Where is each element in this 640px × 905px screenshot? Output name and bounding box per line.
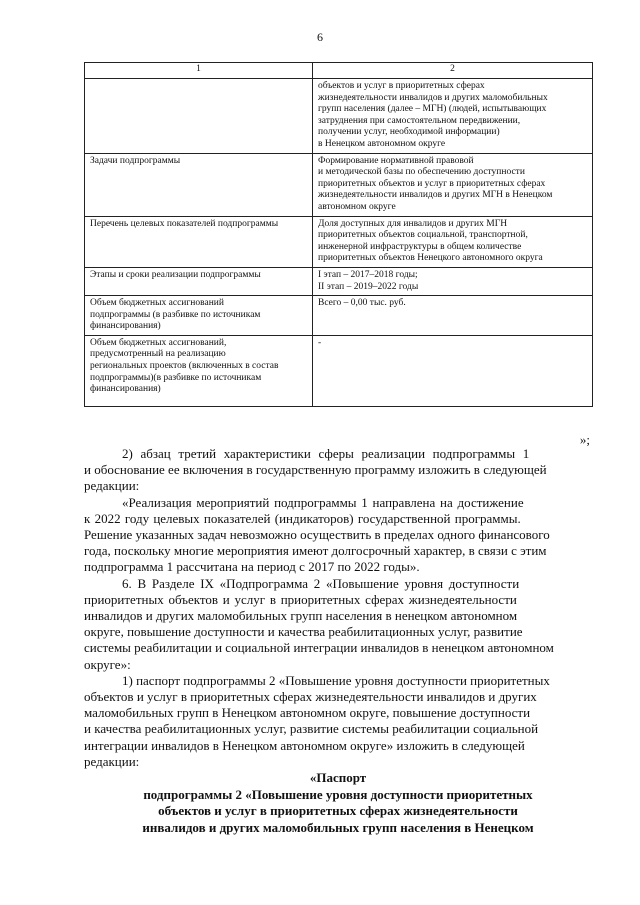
passport-heading xyxy=(84,770,592,836)
text-line: Решение указанных задач невозможно осуществить в пределах одного финансового xyxy=(84,527,550,543)
cell-line: в Ненецком автономном округе xyxy=(318,138,446,149)
cell-line: финансирования) xyxy=(90,384,161,395)
text-line: объектов и услуг в приоритетных сферах жизнедеятельности инвалидов и других xyxy=(84,689,537,705)
row-4-right xyxy=(313,267,593,295)
cell-line: предусмотренный на реализацию xyxy=(90,349,226,360)
paragraph-quote xyxy=(84,495,592,576)
cell-line: I этап – 2017–2018 годы; xyxy=(318,269,418,280)
cell-line: приоритетных объектов социальной, транспортной, xyxy=(318,230,528,241)
cell-line: Задачи подпрограммы xyxy=(90,155,181,166)
cell-line: инженерной инфраструктуры в общем количестве xyxy=(318,241,522,252)
row-2-left xyxy=(85,153,313,216)
paragraph-passport xyxy=(84,673,592,770)
row-3-left xyxy=(85,216,313,267)
row-1-right xyxy=(313,79,593,154)
text-line: 2) абзац третий характеристики сферы реализации подпрограммы 1 xyxy=(122,446,530,461)
passport-table xyxy=(84,62,593,407)
row-6-left xyxy=(85,335,313,406)
cell-line: Всего – 0,00 тыс. руб. xyxy=(318,298,406,309)
paragraph-section-6 xyxy=(84,576,592,673)
text-line: приоритетных объектов и услуг в приоритетных сферах жизнедеятельности xyxy=(84,591,517,607)
row-5-right xyxy=(313,296,593,336)
table-row xyxy=(85,296,593,336)
row-3-right xyxy=(313,216,593,267)
text-line: инвалидов и других маломобильных групп населения в ненецком автономном xyxy=(84,608,518,624)
body-text xyxy=(84,446,592,770)
cell-line: подпрограммы (в разбивке по источникам xyxy=(90,309,261,320)
text-line: редакции: xyxy=(84,753,140,769)
text-line: «Реализация мероприятий подпрограммы 1 направлена на достижение xyxy=(122,494,524,510)
heading-line: инвалидов и других маломобильных групп населения в Ненецком xyxy=(142,819,534,835)
cell-line: жизнедеятельности инвалидов и других маломобильных xyxy=(318,92,548,103)
table-row xyxy=(85,335,593,406)
cell-line: Доля доступных для инвалидов и других МГН xyxy=(318,218,508,229)
cell-line: групп населения (далее – МГН) (людей, испытывающих xyxy=(318,104,547,115)
text-line: подпрограмма 1 рассчитана на период с 2017 по 2022 годы». xyxy=(84,559,420,575)
row-6-right xyxy=(313,335,593,406)
table-row xyxy=(85,153,593,216)
cell-line: приоритетных объектов Ненецкого автономного округа xyxy=(318,253,543,264)
table-row xyxy=(85,79,593,154)
cell-line: финансирования) xyxy=(90,321,161,332)
text-line: маломобильных групп в Ненецком автономном округе, повышение доступности xyxy=(84,705,531,721)
row-1-left xyxy=(85,79,313,154)
cell-line: Формирование нормативной правовой xyxy=(318,155,474,166)
text-line: округе, повышение доступности и качества реабилитационных услуг, развитие xyxy=(84,624,523,640)
text-line: редакции: xyxy=(84,478,140,494)
heading-line: «Паспорт xyxy=(309,770,367,785)
row-2-right xyxy=(313,153,593,216)
cell-line: II этап – 2019–2022 годы xyxy=(318,281,419,292)
cell-line: затруднения при самостоятельном передвижении, xyxy=(318,115,521,126)
cell-line: - xyxy=(318,337,322,348)
cell-line: приоритетных объектов и услуг в приоритетных сферах xyxy=(318,178,546,189)
text-line: и обоснование ее включения в государственную программу изложить в следующей xyxy=(84,462,547,478)
cell-line: Объем бюджетных ассигнований, xyxy=(90,337,227,348)
cell-line: региональных проектов (включенных в состав xyxy=(90,361,279,372)
text-line: округе»: xyxy=(84,656,131,672)
cell-line: жизнедеятельности инвалидов и других МГН в Ненецком xyxy=(318,190,553,201)
cell-line: Перечень целевых показателей подпрограммы xyxy=(90,218,279,229)
heading-line: подпрограммы 2 «Повышение уровня доступности приоритетных xyxy=(143,786,533,802)
column-header-2: 2 xyxy=(313,63,593,79)
cell-line: подпрограммы)(в разбивке по источникам xyxy=(90,372,262,383)
table-header-row xyxy=(85,63,593,79)
table-row xyxy=(85,267,593,295)
heading-line: объектов и услуг в приоритетных сферах жизнедеятельности xyxy=(158,803,518,818)
text-line: к 2022 году целевых показателей (индикаторов) государственной программы. xyxy=(84,510,521,526)
cell-line: и методической базы по обеспечению доступности xyxy=(318,167,525,178)
table-row xyxy=(85,216,593,267)
text-line: года, поскольку многие мероприятия имеют долгосрочный характер, в связи с этим xyxy=(84,543,547,559)
cell-line: объектов и услуг в приоритетных сферах xyxy=(318,81,485,91)
cell-line: Этапы и сроки реализации подпрограммы xyxy=(90,269,261,280)
text-line: интеграции инвалидов в Ненецком автономном округе» изложить в следующей xyxy=(84,737,525,753)
closing-quote-mark: »; xyxy=(579,432,590,447)
cell-line: Объем бюджетных ассигнований xyxy=(90,298,224,309)
text-line: 1) паспорт подпрограммы 2 «Повышение уровня доступности приоритетных xyxy=(122,672,550,688)
text-line: системы реабилитации и социальной интеграции инвалидов в ненецком автономном xyxy=(84,640,554,656)
row-5-left xyxy=(85,296,313,336)
paragraph-abzac xyxy=(84,446,592,495)
column-header-1: 1 xyxy=(85,63,313,79)
text-line: 6. В Разделе IX «Подпрограмма 2 «Повышение уровня доступности xyxy=(122,575,520,591)
row-4-left xyxy=(85,267,313,295)
cell-line: автономном округе xyxy=(318,201,396,212)
text-line: и качества реабилитационных услуг, развитие системы реабилитации социальной xyxy=(84,721,539,737)
cell-line: получении услуг, необходимой информации) xyxy=(318,127,500,138)
page-number: 6 xyxy=(317,30,323,44)
